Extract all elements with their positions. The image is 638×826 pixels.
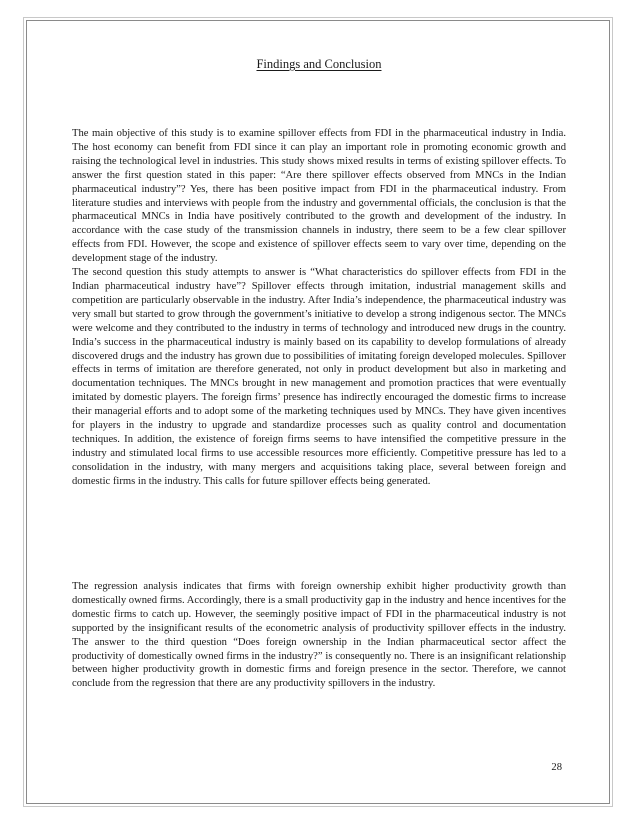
paragraph-3: The regression analysis indicates that firms with foreign ownership exhibit higher productivity growth than domestically owned firms. Accordingly, there is a small productivity gap in the industry and hence incentives for the domestic firms to catch up. However, the seemingly positive impact of FDI in the pharmaceutical industry is not supported by the insignificant results of the econometric analysis of productivity spillover effects in the industry. The answer to the third question “Does foreign ownership in the Indian pharmaceutical sector affect the productivity of domestically owned firms in the industry?” is consequently no. There is an insignificant relationship between higher productivity growth in domestic firms and foreign presence in the sector. Therefore, we cannot conclude from the regression that there are any productivity spillovers in the industry. <box>72 581 566 690</box>
paragraph-2: The second question this study attempts to answer is “What characteristics do spillover effects from FDI in the Indian pharmaceutical industry have”? Spillover effects through imitation, industrial management skills and competition are particularly observable in the industry. After India’s independence, the pharmaceutical industry was very small but started to grow through the government’s initiative to develop a strong indigenous sector. The MNCs were welcome and they contributed to the industry in terms of technology and introduced new drugs in the country. India’s success in the pharmaceutical industry is mainly based on its capability to develop formulations of already discovered drugs and the industry has grown due to possibilities of imitating foreign developed molecules. Spillover effects in terms of imitation are therefore generated, not only in product development but also in marketing and documentation techniques. The MNCs brought in new management and promotion practices that were eventually imitated by domestic players. The foreign firms’ presence has indirectly encouraged the domestic firms to increase their managerial efforts and to adopt some of the marketing techniques used by MNCs. They have given incentives for players in the industry to upgrade and standardize processes such as quality control and documentation techniques. In addition, the existence of foreign firms seems to have intensified the competitive pressure in the industry and stimulated local firms to use accessible resources more efficiently. Competitive pressure has led to a consolidation in the industry, with many mergers and acquisitions taking place, several between foreign and domestic firms in the industry. This calls for future spillover effects being generated. <box>72 267 566 487</box>
body-block-main <box>72 127 566 489</box>
body-block-regression <box>72 580 566 691</box>
section-title: Findings and Conclusion <box>256 57 382 71</box>
page-number: 28 <box>551 762 562 773</box>
paragraph-1: The main objective of this study is to examine spillover effects from FDI in the pharmaceutical industry in India. The host economy can benefit from FDI since it can play an important role in promoting economic growth and raising the technological level in industries. This study shows mixed results in terms of existing spillover effects. To answer the first question stated in this paper: “Are there spillover effects observed from MNCs in the Indian pharmaceutical industry”? Yes, there has been positive impact from FDI in the pharmaceutical industry. From literature studies and interviews with people from the industry and governmental officials, the conclusion is that the pharmaceutical MNCs in India have positively contributed to the growth and development of the industry. In accordance with the case study of the transmission channels in industry, there seem to be a few clear spillover effects from FDI. However, the scope and existence of spillover effects seem to vary over time, depending on the development stage of the industry. <box>72 128 566 265</box>
